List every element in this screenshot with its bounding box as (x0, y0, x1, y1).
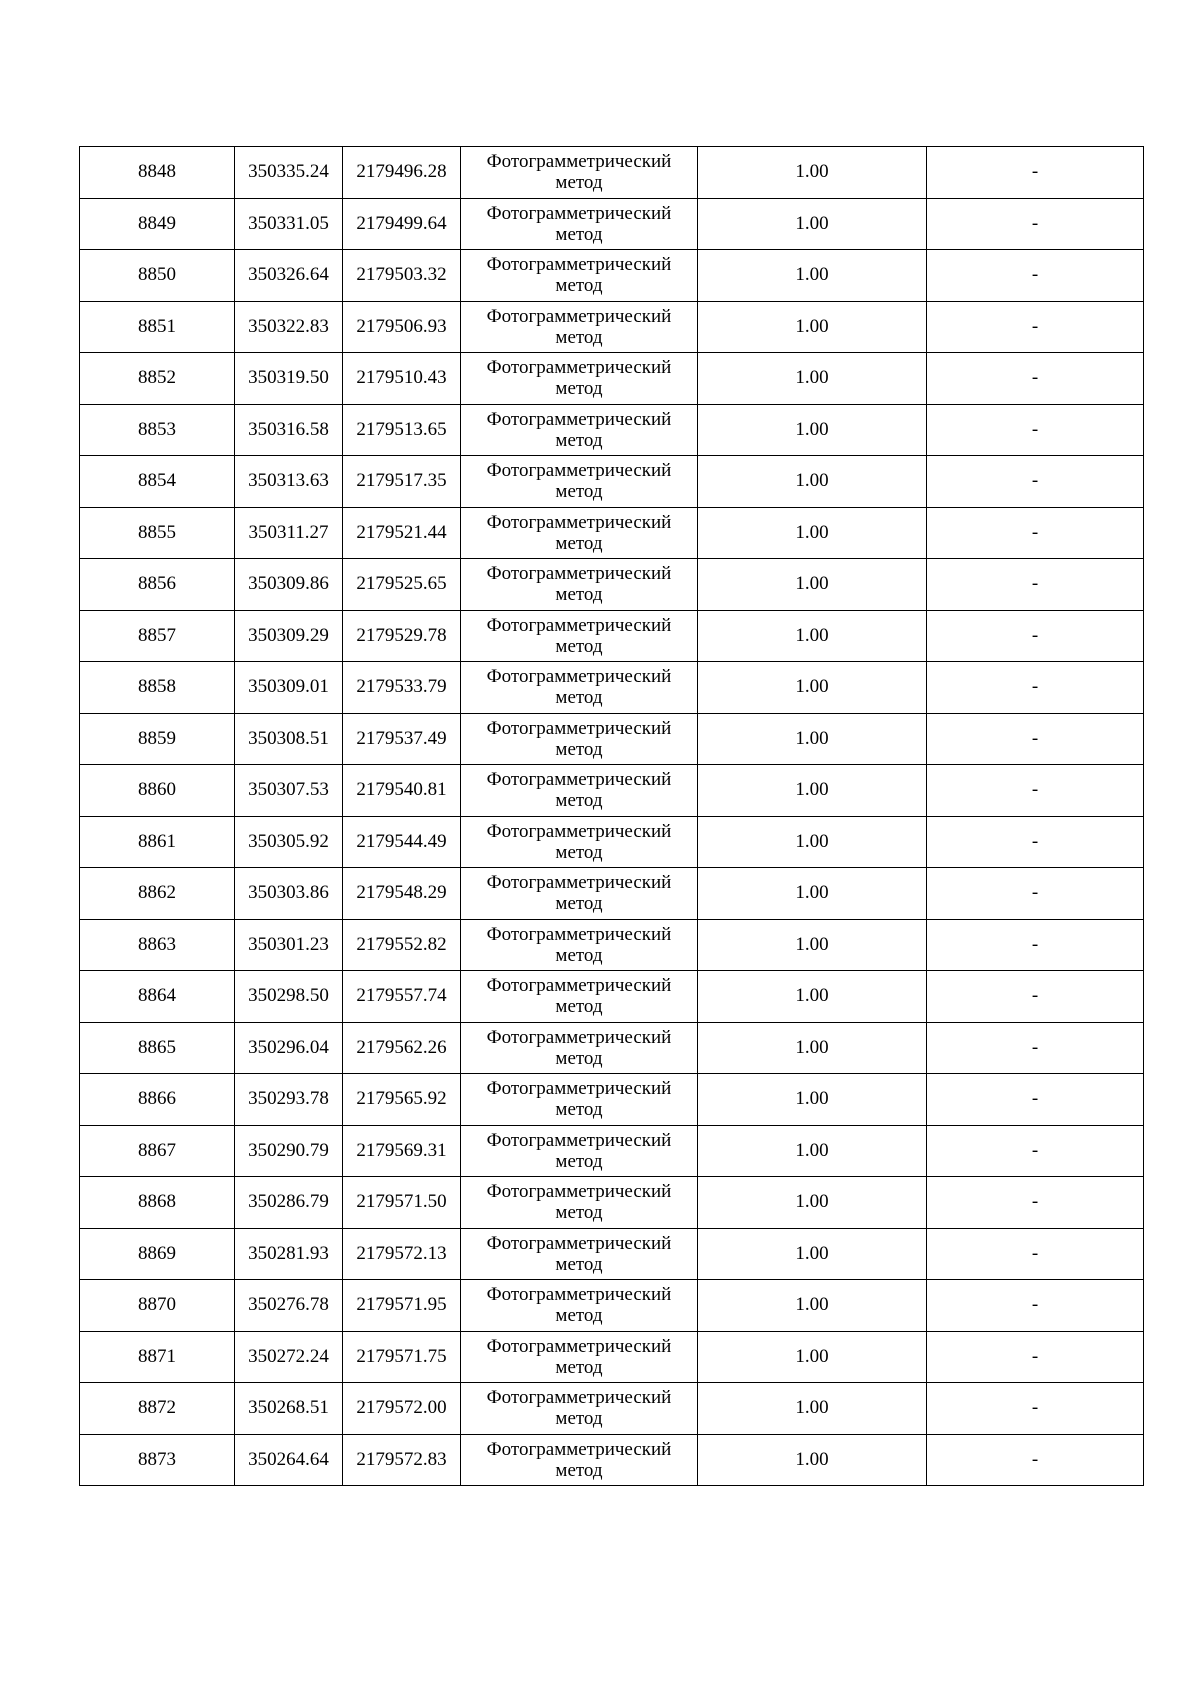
method-line-1: Фотограмметрический (486, 151, 672, 173)
y-coordinate-cell: 2179571.50 (343, 1177, 461, 1229)
method-cell (461, 1022, 698, 1074)
x-coordinate-cell: 350281.93 (235, 1228, 343, 1280)
accuracy-cell: 1.00 (698, 250, 927, 302)
point-number-cell: 8855 (80, 507, 235, 559)
coordinates-table (79, 146, 1144, 1486)
method-cell (461, 1228, 698, 1280)
accuracy-cell: 1.00 (698, 507, 927, 559)
method-line-1: Фотограмметрический (486, 872, 672, 894)
method-line-2: метод (555, 1356, 603, 1378)
table-row (80, 1383, 1144, 1435)
accuracy-cell: 1.00 (698, 456, 927, 508)
table-row (80, 868, 1144, 920)
table-row (80, 559, 1144, 611)
method-cell (461, 147, 698, 199)
description-cell: - (927, 1177, 1144, 1229)
method-line-2: метод (555, 429, 603, 451)
y-coordinate-cell: 2179548.29 (343, 868, 461, 920)
table-row (80, 1434, 1144, 1486)
table-row (80, 816, 1144, 868)
x-coordinate-cell: 350272.24 (235, 1331, 343, 1383)
accuracy-cell: 1.00 (698, 1228, 927, 1280)
method-cell (461, 610, 698, 662)
method-cell (461, 1280, 698, 1332)
table-row (80, 1177, 1144, 1229)
description-cell: - (927, 559, 1144, 611)
method-line-2: метод (555, 738, 603, 760)
table-row (80, 1280, 1144, 1332)
table-row (80, 765, 1144, 817)
point-number-cell: 8852 (80, 353, 235, 405)
method-line-2: метод (555, 996, 603, 1018)
accuracy-cell: 1.00 (698, 1434, 927, 1486)
description-cell: - (927, 1074, 1144, 1126)
y-coordinate-cell: 2179544.49 (343, 816, 461, 868)
y-coordinate-cell: 2179572.13 (343, 1228, 461, 1280)
description-cell: - (927, 301, 1144, 353)
method-line-1: Фотограмметрический (486, 820, 672, 842)
description-cell: - (927, 816, 1144, 868)
description-cell: - (927, 1331, 1144, 1383)
method-line-1: Фотограмметрический (486, 923, 672, 945)
table-row (80, 198, 1144, 250)
description-cell: - (927, 1383, 1144, 1435)
method-line-2: метод (555, 326, 603, 348)
point-number-cell: 8863 (80, 919, 235, 971)
y-coordinate-cell: 2179503.32 (343, 250, 461, 302)
table-row (80, 1331, 1144, 1383)
method-line-2: метод (555, 172, 603, 194)
method-line-2: метод (555, 1047, 603, 1069)
point-number-cell: 8848 (80, 147, 235, 199)
point-number-cell: 8870 (80, 1280, 235, 1332)
description-cell: - (927, 868, 1144, 920)
y-coordinate-cell: 2179552.82 (343, 919, 461, 971)
point-number-cell: 8869 (80, 1228, 235, 1280)
accuracy-cell: 1.00 (698, 559, 927, 611)
method-line-1: Фотограмметрический (486, 408, 672, 430)
method-line-1: Фотограмметрический (486, 305, 672, 327)
point-number-cell: 8853 (80, 404, 235, 456)
method-line-2: метод (555, 1099, 603, 1121)
accuracy-cell: 1.00 (698, 1383, 927, 1435)
method-cell (461, 1434, 698, 1486)
y-coordinate-cell: 2179529.78 (343, 610, 461, 662)
accuracy-cell: 1.00 (698, 1074, 927, 1126)
point-number-cell: 8856 (80, 559, 235, 611)
y-coordinate-cell: 2179562.26 (343, 1022, 461, 1074)
x-coordinate-cell: 350286.79 (235, 1177, 343, 1229)
method-line-1: Фотограмметрический (486, 563, 672, 585)
method-line-1: Фотограмметрический (486, 1181, 672, 1203)
method-line-1: Фотограмметрический (486, 614, 672, 636)
y-coordinate-cell: 2179571.95 (343, 1280, 461, 1332)
x-coordinate-cell: 350335.24 (235, 147, 343, 199)
method-line-2: метод (555, 790, 603, 812)
method-line-1: Фотограмметрический (486, 511, 672, 533)
coordinates-table-body (80, 147, 1144, 1486)
method-line-2: метод (555, 1253, 603, 1275)
y-coordinate-cell: 2179499.64 (343, 198, 461, 250)
method-cell (461, 765, 698, 817)
method-line-1: Фотограмметрический (486, 357, 672, 379)
accuracy-cell: 1.00 (698, 971, 927, 1023)
x-coordinate-cell: 350276.78 (235, 1280, 343, 1332)
point-number-cell: 8866 (80, 1074, 235, 1126)
point-number-cell: 8851 (80, 301, 235, 353)
y-coordinate-cell: 2179533.79 (343, 662, 461, 714)
method-line-2: метод (555, 481, 603, 503)
x-coordinate-cell: 350309.29 (235, 610, 343, 662)
accuracy-cell: 1.00 (698, 919, 927, 971)
method-line-1: Фотограмметрический (486, 254, 672, 276)
table-row (80, 353, 1144, 405)
accuracy-cell: 1.00 (698, 765, 927, 817)
table-row (80, 1125, 1144, 1177)
x-coordinate-cell: 350296.04 (235, 1022, 343, 1074)
method-line-2: метод (555, 584, 603, 606)
table-row (80, 662, 1144, 714)
y-coordinate-cell: 2179510.43 (343, 353, 461, 405)
table-row (80, 1228, 1144, 1280)
method-cell (461, 971, 698, 1023)
method-cell (461, 816, 698, 868)
table-row (80, 919, 1144, 971)
y-coordinate-cell: 2179572.00 (343, 1383, 461, 1435)
method-cell (461, 919, 698, 971)
x-coordinate-cell: 350331.05 (235, 198, 343, 250)
description-cell: - (927, 250, 1144, 302)
method-line-2: метод (555, 532, 603, 554)
method-line-1: Фотограмметрический (486, 1438, 672, 1460)
table-row (80, 1074, 1144, 1126)
x-coordinate-cell: 350311.27 (235, 507, 343, 559)
description-cell: - (927, 610, 1144, 662)
y-coordinate-cell: 2179571.75 (343, 1331, 461, 1383)
accuracy-cell: 1.00 (698, 404, 927, 456)
accuracy-cell: 1.00 (698, 713, 927, 765)
y-coordinate-cell: 2179557.74 (343, 971, 461, 1023)
accuracy-cell: 1.00 (698, 1125, 927, 1177)
table-row (80, 456, 1144, 508)
description-cell: - (927, 919, 1144, 971)
accuracy-cell: 1.00 (698, 610, 927, 662)
point-number-cell: 8859 (80, 713, 235, 765)
method-line-2: метод (555, 1305, 603, 1327)
description-cell: - (927, 765, 1144, 817)
description-cell: - (927, 1022, 1144, 1074)
y-coordinate-cell: 2179506.93 (343, 301, 461, 353)
method-cell (461, 353, 698, 405)
point-number-cell: 8865 (80, 1022, 235, 1074)
point-number-cell: 8864 (80, 971, 235, 1023)
description-cell: - (927, 1125, 1144, 1177)
method-line-1: Фотограмметрический (486, 1335, 672, 1357)
accuracy-cell: 1.00 (698, 353, 927, 405)
table-row (80, 507, 1144, 559)
description-cell: - (927, 353, 1144, 405)
method-line-1: Фотограмметрический (486, 1387, 672, 1409)
method-line-1: Фотограмметрический (486, 769, 672, 791)
method-line-1: Фотограмметрический (486, 1284, 672, 1306)
x-coordinate-cell: 350268.51 (235, 1383, 343, 1435)
accuracy-cell: 1.00 (698, 662, 927, 714)
method-cell (461, 713, 698, 765)
method-cell (461, 456, 698, 508)
table-row (80, 610, 1144, 662)
accuracy-cell: 1.00 (698, 868, 927, 920)
description-cell: - (927, 1228, 1144, 1280)
method-line-2: метод (555, 378, 603, 400)
y-coordinate-cell: 2179569.31 (343, 1125, 461, 1177)
x-coordinate-cell: 350316.58 (235, 404, 343, 456)
point-number-cell: 8854 (80, 456, 235, 508)
point-number-cell: 8871 (80, 1331, 235, 1383)
accuracy-cell: 1.00 (698, 301, 927, 353)
method-line-1: Фотограмметрический (486, 1078, 672, 1100)
method-cell (461, 1125, 698, 1177)
y-coordinate-cell: 2179513.65 (343, 404, 461, 456)
point-number-cell: 8860 (80, 765, 235, 817)
accuracy-cell: 1.00 (698, 1177, 927, 1229)
point-number-cell: 8862 (80, 868, 235, 920)
x-coordinate-cell: 350305.92 (235, 816, 343, 868)
description-cell: - (927, 507, 1144, 559)
description-cell: - (927, 404, 1144, 456)
method-cell (461, 559, 698, 611)
method-cell (461, 1074, 698, 1126)
x-coordinate-cell: 350293.78 (235, 1074, 343, 1126)
x-coordinate-cell: 350309.86 (235, 559, 343, 611)
method-cell (461, 301, 698, 353)
table-row (80, 250, 1144, 302)
method-cell (461, 404, 698, 456)
table-row (80, 147, 1144, 199)
method-cell (461, 868, 698, 920)
method-line-2: метод (555, 1459, 603, 1481)
point-number-cell: 8873 (80, 1434, 235, 1486)
table-row (80, 971, 1144, 1023)
x-coordinate-cell: 350303.86 (235, 868, 343, 920)
y-coordinate-cell: 2179496.28 (343, 147, 461, 199)
y-coordinate-cell: 2179540.81 (343, 765, 461, 817)
point-number-cell: 8858 (80, 662, 235, 714)
description-cell: - (927, 147, 1144, 199)
description-cell: - (927, 713, 1144, 765)
point-number-cell: 8849 (80, 198, 235, 250)
accuracy-cell: 1.00 (698, 147, 927, 199)
y-coordinate-cell: 2179537.49 (343, 713, 461, 765)
x-coordinate-cell: 350308.51 (235, 713, 343, 765)
description-cell: - (927, 971, 1144, 1023)
accuracy-cell: 1.00 (698, 1331, 927, 1383)
method-line-2: метод (555, 687, 603, 709)
description-cell: - (927, 1434, 1144, 1486)
method-line-2: метод (555, 944, 603, 966)
accuracy-cell: 1.00 (698, 1022, 927, 1074)
x-coordinate-cell: 350298.50 (235, 971, 343, 1023)
method-cell (461, 1331, 698, 1383)
x-coordinate-cell: 350264.64 (235, 1434, 343, 1486)
method-line-1: Фотограмметрический (486, 666, 672, 688)
point-number-cell: 8867 (80, 1125, 235, 1177)
description-cell: - (927, 198, 1144, 250)
method-cell (461, 507, 698, 559)
x-coordinate-cell: 350309.01 (235, 662, 343, 714)
x-coordinate-cell: 350290.79 (235, 1125, 343, 1177)
method-line-2: метод (555, 893, 603, 915)
method-line-2: метод (555, 1408, 603, 1430)
method-line-1: Фотограмметрический (486, 460, 672, 482)
description-cell: - (927, 662, 1144, 714)
method-line-1: Фотограмметрический (486, 1129, 672, 1151)
table-row (80, 713, 1144, 765)
method-cell (461, 198, 698, 250)
method-cell (461, 662, 698, 714)
method-cell (461, 1383, 698, 1435)
point-number-cell: 8857 (80, 610, 235, 662)
accuracy-cell: 1.00 (698, 1280, 927, 1332)
method-line-1: Фотограмметрический (486, 202, 672, 224)
method-line-2: метод (555, 275, 603, 297)
y-coordinate-cell: 2179565.92 (343, 1074, 461, 1126)
x-coordinate-cell: 350322.83 (235, 301, 343, 353)
method-line-2: метод (555, 1150, 603, 1172)
description-cell: - (927, 1280, 1144, 1332)
method-line-2: метод (555, 1202, 603, 1224)
method-line-1: Фотограмметрический (486, 1026, 672, 1048)
method-line-1: Фотограмметрический (486, 975, 672, 997)
point-number-cell: 8868 (80, 1177, 235, 1229)
accuracy-cell: 1.00 (698, 198, 927, 250)
method-cell (461, 250, 698, 302)
table-row (80, 404, 1144, 456)
x-coordinate-cell: 350307.53 (235, 765, 343, 817)
y-coordinate-cell: 2179525.65 (343, 559, 461, 611)
x-coordinate-cell: 350301.23 (235, 919, 343, 971)
method-line-1: Фотограмметрический (486, 1232, 672, 1254)
point-number-cell: 8850 (80, 250, 235, 302)
method-line-2: метод (555, 841, 603, 863)
point-number-cell: 8861 (80, 816, 235, 868)
method-line-1: Фотограмметрический (486, 717, 672, 739)
accuracy-cell: 1.00 (698, 816, 927, 868)
method-cell (461, 1177, 698, 1229)
point-number-cell: 8872 (80, 1383, 235, 1435)
method-line-2: метод (555, 223, 603, 245)
x-coordinate-cell: 350319.50 (235, 353, 343, 405)
table-row (80, 301, 1144, 353)
x-coordinate-cell: 350326.64 (235, 250, 343, 302)
table-row (80, 1022, 1144, 1074)
x-coordinate-cell: 350313.63 (235, 456, 343, 508)
y-coordinate-cell: 2179517.35 (343, 456, 461, 508)
description-cell: - (927, 456, 1144, 508)
y-coordinate-cell: 2179572.83 (343, 1434, 461, 1486)
method-line-2: метод (555, 635, 603, 657)
y-coordinate-cell: 2179521.44 (343, 507, 461, 559)
